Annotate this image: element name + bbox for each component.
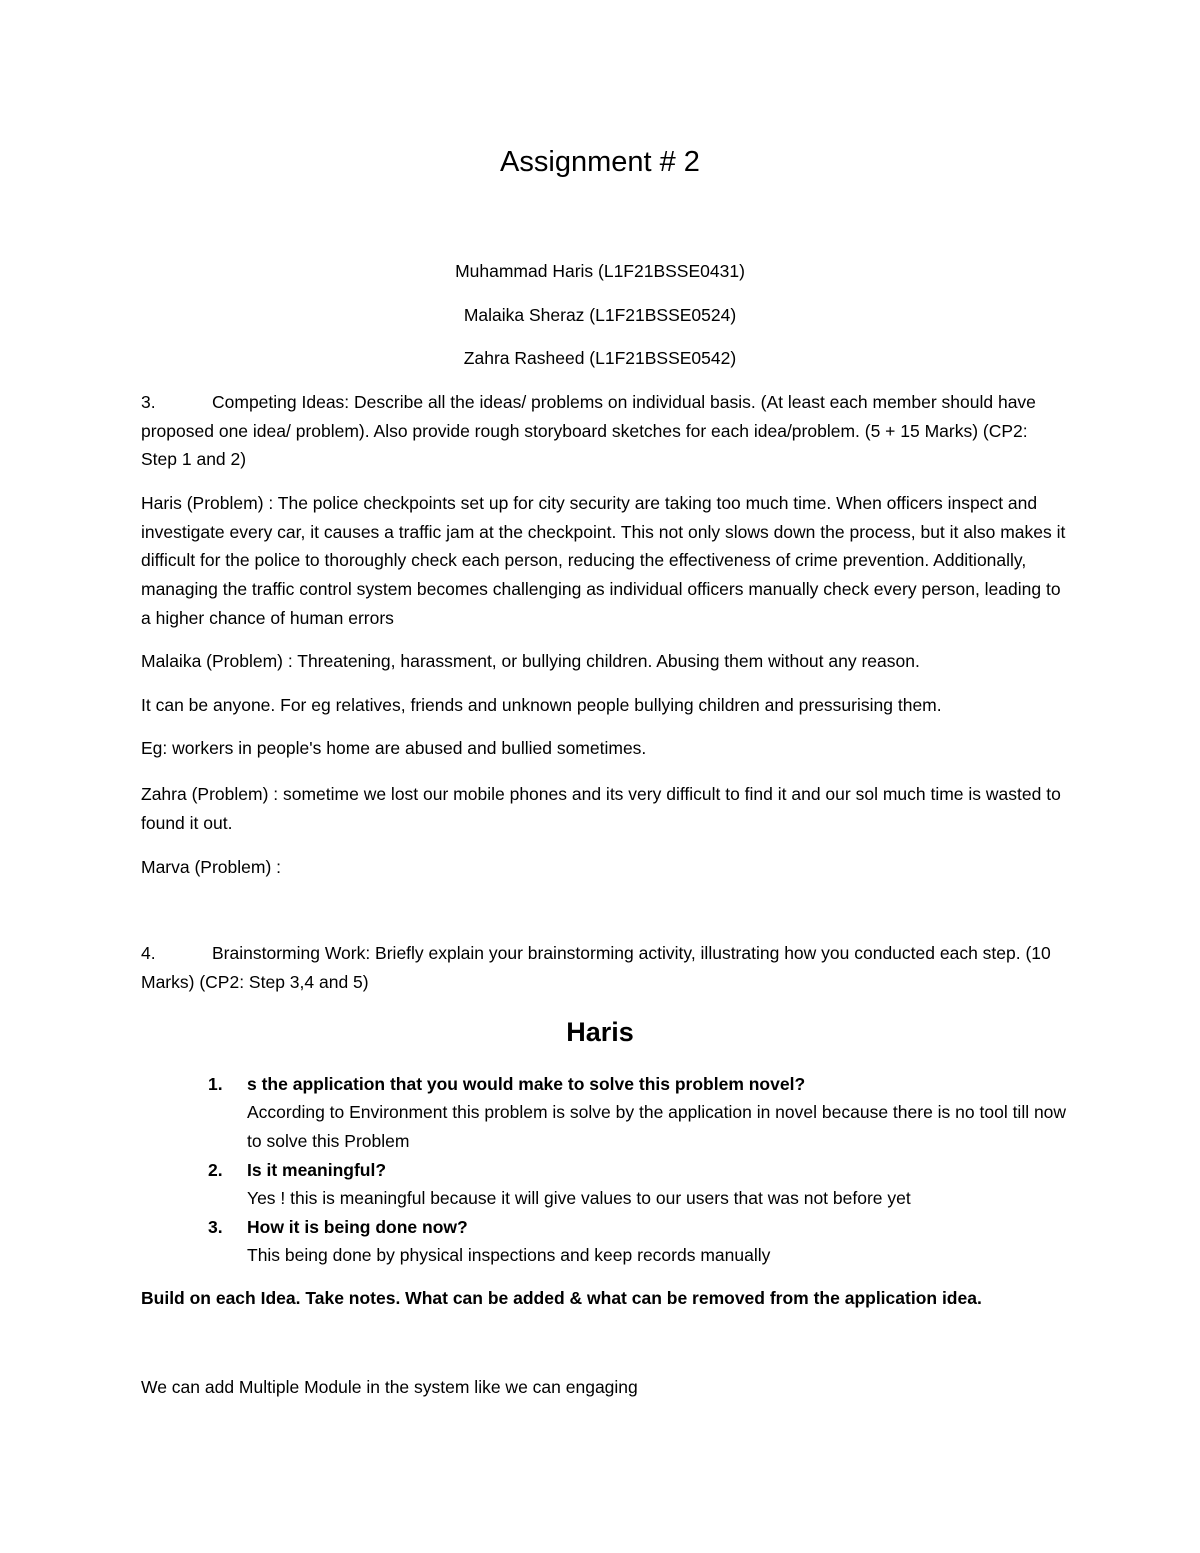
question-3-text: Competing Ideas: Describe all the ideas/ problems on individual basis. (At least each member should have proposed one idea/ problem). Also provide rough storyboard sketches for each idea/problem. (5 + 15 Marks) (CP2: Step 1 and 2) — [141, 392, 1036, 470]
author-line: Muhammad Haris (L1F21BSSE0431) — [455, 261, 745, 281]
list-item-number: 1. — [208, 1074, 223, 1094]
problem-haris: Haris (Problem) : The police checkpoints set up for city security are taking too much time. When officers inspect and investigate every car, it causes a traffic jam at the checkpoint. This not only slows down the process, but it also makes it difficult for the police to thoroughly check each person, reducing the effectiveness of crime prevention. Additionally, managing the traffic control system becomes challenging as individual officers manually check every person, leading to a higher chance of human errors — [141, 493, 1066, 628]
build-instruction: Build on each Idea. Take notes. What can be added & what can be removed from the application idea. — [141, 1288, 982, 1308]
document-title: Assignment # 2 — [500, 146, 700, 178]
question-list — [208, 1070, 1068, 1270]
problem-malaika-detail: It can be anyone. For eg relatives, friends and unknown people bullying children and pressurising them. — [141, 695, 942, 715]
author-line: Zahra Rasheed (L1F21BSSE0542) — [463, 348, 737, 368]
list-item — [208, 1213, 1068, 1270]
closing-text: We can add Multiple Module in the system like we can engaging — [141, 1377, 638, 1397]
list-item-number: 2. — [208, 1160, 223, 1180]
author-line: Malaika Sheraz (L1F21BSSE0524) — [463, 305, 737, 325]
list-item-answer: This being done by physical inspections and keep records manually — [247, 1245, 771, 1265]
question-4-text: Brainstorming Work: Briefly explain your brainstorming activity, illustrating how you conducted each step. (10 Marks) (CP2: Step 3,4 and 5) — [141, 943, 1051, 992]
list-item — [208, 1070, 1068, 1156]
problem-zahra: Zahra (Problem) : sometime we lost our mobile phones and its very difficult to find it and our sol much time is wasted to found it out. — [141, 784, 1061, 833]
question-3-number: 3. — [141, 392, 156, 412]
list-item — [208, 1156, 1068, 1213]
section-heading: Haris — [566, 1017, 634, 1047]
list-item-answer: Yes ! this is meaningful because it will give values to our users that was not before yet — [247, 1188, 911, 1208]
question-4-number: 4. — [141, 943, 156, 963]
problem-malaika: Malaika (Problem) : Threatening, harassment, or bullying children. Abusing them without any reason. — [141, 651, 920, 671]
list-item-number: 3. — [208, 1217, 223, 1237]
question-3-paragraph — [141, 388, 1066, 474]
problem-marva: Marva (Problem) : — [141, 857, 282, 877]
list-item-question: s the application that you would make to solve this problem novel? — [247, 1074, 806, 1094]
question-4-paragraph — [141, 939, 1066, 996]
list-item-question: Is it meaningful? — [247, 1160, 387, 1180]
list-item-answer: According to Environment this problem is solve by the application in novel because there is no tool till now to solve this Problem — [247, 1102, 1067, 1151]
problem-malaika-example: Eg: workers in people's home are abused and bullied sometimes. — [141, 738, 647, 758]
list-item-question: How it is being done now? — [247, 1217, 468, 1237]
